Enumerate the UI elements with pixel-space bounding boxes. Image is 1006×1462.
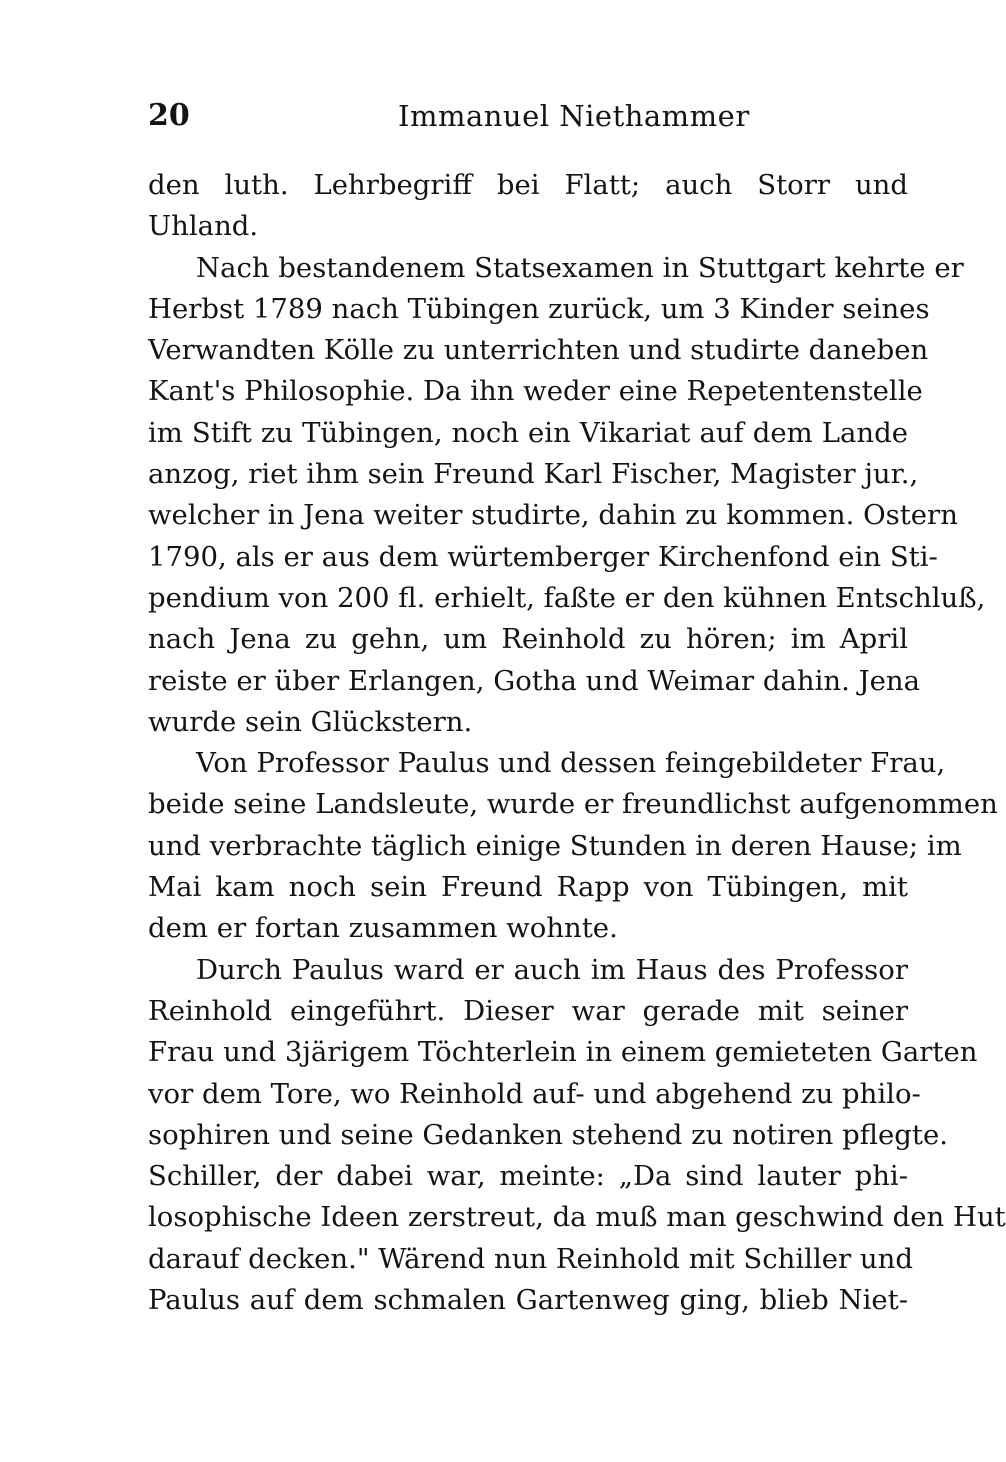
text-line: Von Professor Paulus und dessen feingebildeter Frau, (196, 747, 946, 780)
text-line: Frau und 3järigem Töchterlein in einem gemieteten Garten (148, 1036, 978, 1069)
text-line: Reinhold eingeführt. Dieser war gerade mit seiner (148, 994, 908, 1027)
text-line: Herbst 1789 nach Tübingen zurück, um 3 Kinder seines (148, 292, 930, 325)
text-line: beide seine Landsleute, wurde er freundlichst aufgenommen (148, 788, 998, 821)
text-line: Uhland. (148, 210, 259, 243)
text-line: vor dem Tore, wo Reinhold auf- und abgehend zu philo- (148, 1077, 921, 1110)
text-line: 1790, als er aus dem würtemberger Kirchenfond ein Sti- (148, 540, 938, 573)
running-head-title: Immanuel Niethammer (398, 99, 750, 133)
text-line: Nach bestandenem Statsexamen in Stuttgart kehrte er (196, 251, 964, 284)
body-text (148, 165, 1006, 1321)
text-line: losophische Ideen zerstreut, da muß man geschwind den Hut (148, 1201, 1006, 1234)
text-line: Paulus auf dem schmalen Gartenweg ging, blieb Niet- (148, 1284, 908, 1317)
page-number: 20 (148, 98, 190, 133)
text-line: sophiren und seine Gedanken stehend zu notiren pflegte. (148, 1118, 948, 1151)
text-line: Kant's Philosophie. Da ihn weder eine Repetentenstelle (148, 375, 923, 408)
text-line: welcher in Jena weiter studirte, dahin zu kommen. Ostern (148, 499, 958, 532)
text-line: darauf decken." Wärend nun Reinhold mit Schiller und (148, 1242, 913, 1275)
running-head (148, 96, 908, 136)
text-line: Durch Paulus ward er auch im Haus des Professor (196, 953, 908, 986)
text-line: nach Jena zu gehn, um Reinhold zu hören; im April (148, 623, 908, 656)
text-line: reiste er über Erlangen, Gotha und Weimar dahin. Jena (148, 664, 920, 697)
text-line: pendium von 200 fl. erhielt, faßte er den kühnen Entschluß, (148, 581, 986, 614)
text-line: anzog, riet ihm sein Freund Karl Fischer, Magister jur., (148, 458, 919, 491)
text-line: den luth. Lehrbegriff bei Flatt; auch Storr und (148, 169, 908, 201)
text-line: und verbrachte täglich einige Stunden in deren Hause; im (148, 829, 962, 862)
text-line: Mai kam noch sein Freund Rapp von Tübingen, mit (148, 871, 908, 904)
text-line: wurde sein Glückstern. (148, 705, 473, 738)
text-line: dem er fortan zusammen wohnte. (148, 912, 618, 945)
text-line: Schiller, der dabei war, meinte: „Da sind lauter phi- (148, 1160, 908, 1193)
text-line: im Stift zu Tübingen, noch ein Vikariat auf dem Lande (148, 416, 908, 449)
text-line: Verwandten Kölle zu unterrichten und studirte daneben (148, 334, 929, 367)
